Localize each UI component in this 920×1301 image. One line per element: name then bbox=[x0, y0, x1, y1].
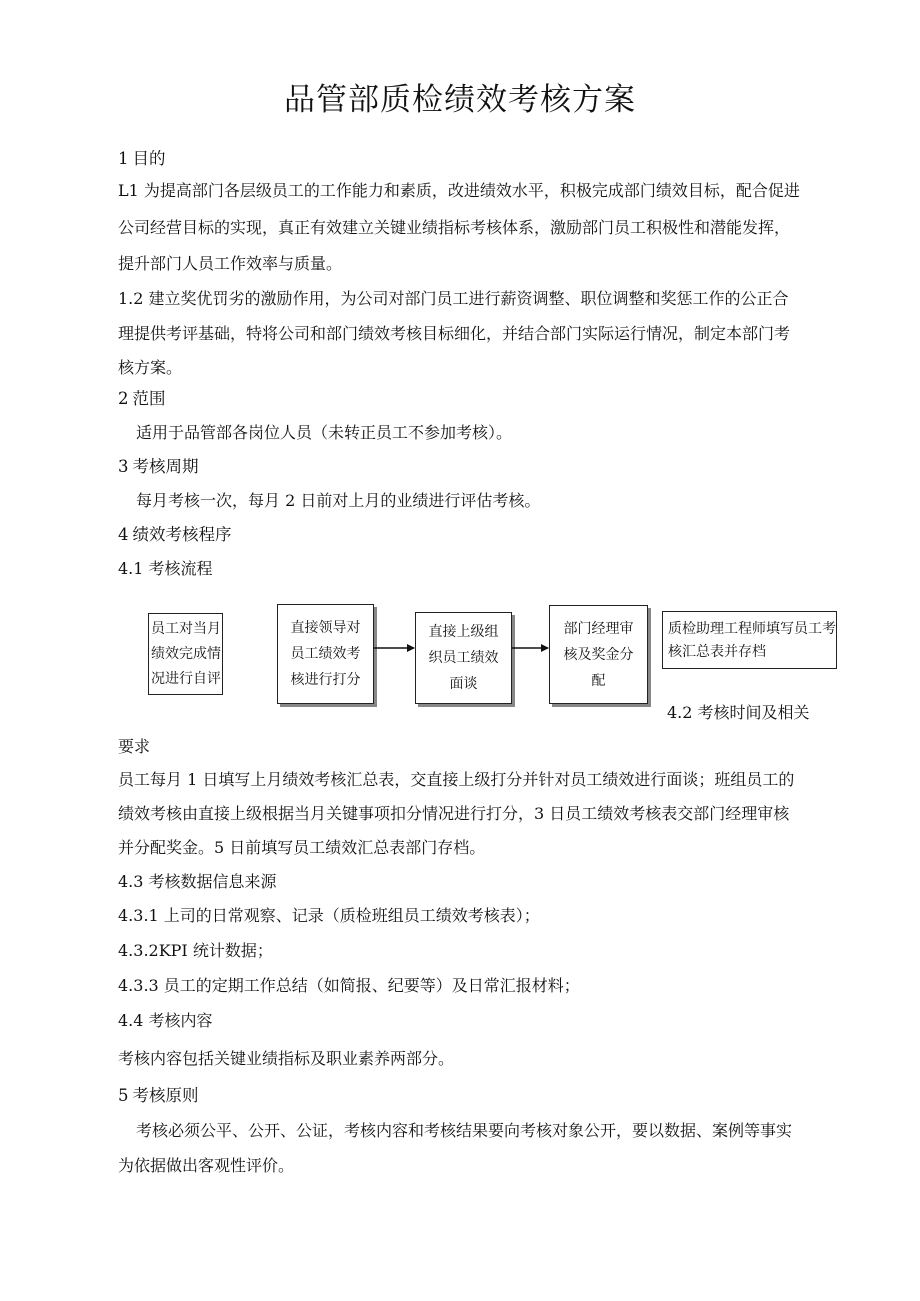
paragraph-4-2-line-1: 员工每月 1 日填写上月绩效考核汇总表，交直接上级打分并针对员工绩效进行面谈；班组员工的 bbox=[118, 770, 795, 789]
section-4-heading: 4 绩效考核程序 bbox=[118, 525, 232, 544]
paragraph-1-1-line-3: 提升部门人员工作效率与质量。 bbox=[118, 254, 343, 273]
section-5-heading: 5 考核原则 bbox=[118, 1086, 199, 1105]
subsection-4-1-heading: 4.1 考核流程 bbox=[118, 559, 213, 578]
section-3-heading: 3 考核周期 bbox=[118, 457, 199, 476]
item-4-3-3: 4.3.3 员工的定期工作总结（如简报、纪要等）及日常汇报材料； bbox=[118, 976, 580, 995]
subsection-4-2-heading-part-2: 要求 bbox=[118, 737, 151, 756]
paragraph-1-1-line-2: 公司经营目标的实现，真正有效建立关键业绩指标考核体系，激励部门员工积极性和潜能发挥， bbox=[118, 218, 791, 237]
flow-box-manager-review: 部门经理审 核及奖金分 配 bbox=[549, 605, 648, 704]
flow-box-archive: 质检助理工程师填写员工考 核汇总表并存档 bbox=[662, 611, 837, 669]
subsection-4-3-heading: 4.3 考核数据信息来源 bbox=[118, 872, 277, 891]
paragraph-1-2-line-2: 理提供考评基础，特将公司和部门绩效考核目标细化，并结合部门实际运行情况，制定本部门考 bbox=[118, 324, 791, 343]
paragraph-4-2-line-3: 并分配奖金。5 日前填写员工绩效汇总表部门存档。 bbox=[118, 838, 486, 857]
paragraph-1-1-line-1: L1 为提高部门各层级员工的工作能力和素质，改进绩效水平，积极完成部门绩效目标，配合促进 bbox=[118, 181, 800, 200]
item-4-3-2: 4.3.2KPI 统计数据； bbox=[118, 941, 273, 960]
paragraph-4-2-line-2: 绩效考核由直接上级根据当月关键事项扣分情况进行打分，3 日员工绩效考核表交部门经理审核 bbox=[118, 804, 790, 823]
paragraph-1-2-line-3: 核方案。 bbox=[118, 358, 183, 377]
paragraph-5-line-2: 为依据做出客观性评价。 bbox=[118, 1156, 295, 1175]
document-title: 品管部质检绩效考核方案 bbox=[284, 82, 636, 118]
subsection-4-2-heading-part-1: 4.2 考核时间及相关 bbox=[667, 703, 810, 722]
item-4-3-1: 4.3.1 上司的日常观察、记录（质检班组员工绩效考核表）； bbox=[118, 906, 540, 925]
flow-box-leader-scoring: 直接领导对 员工绩效考 核进行打分 bbox=[277, 604, 374, 704]
paragraph-4-4: 考核内容包括关键业绩指标及职业素养两部分。 bbox=[118, 1049, 455, 1068]
paragraph-3: 每月考核一次，每月 2 日前对上月的业绩进行评估考核。 bbox=[136, 491, 541, 510]
flow-box-self-evaluation: 员工对当月 绩效完成情 况进行自评 bbox=[148, 613, 223, 695]
subsection-4-4-heading: 4.4 考核内容 bbox=[118, 1011, 213, 1030]
paragraph-5-line-1: 考核必须公平、公开、公证，考核内容和考核结果要向考核对象公开，要以数据、案例等事实 bbox=[136, 1121, 793, 1140]
section-2-heading: 2 范围 bbox=[118, 389, 166, 408]
paragraph-2: 适用于品管部各岗位人员（未转正员工不参加考核）。 bbox=[136, 423, 513, 442]
flow-box-performance-interview: 直接上级组 织员工绩效 面谈 bbox=[415, 612, 512, 704]
section-1-heading: 1 目的 bbox=[118, 149, 166, 168]
paragraph-1-2-line-1: 1.2 建立奖优罚劣的激励作用，为公司对部门员工进行薪资调整、职位调整和奖惩工作的公正合 bbox=[118, 289, 789, 308]
